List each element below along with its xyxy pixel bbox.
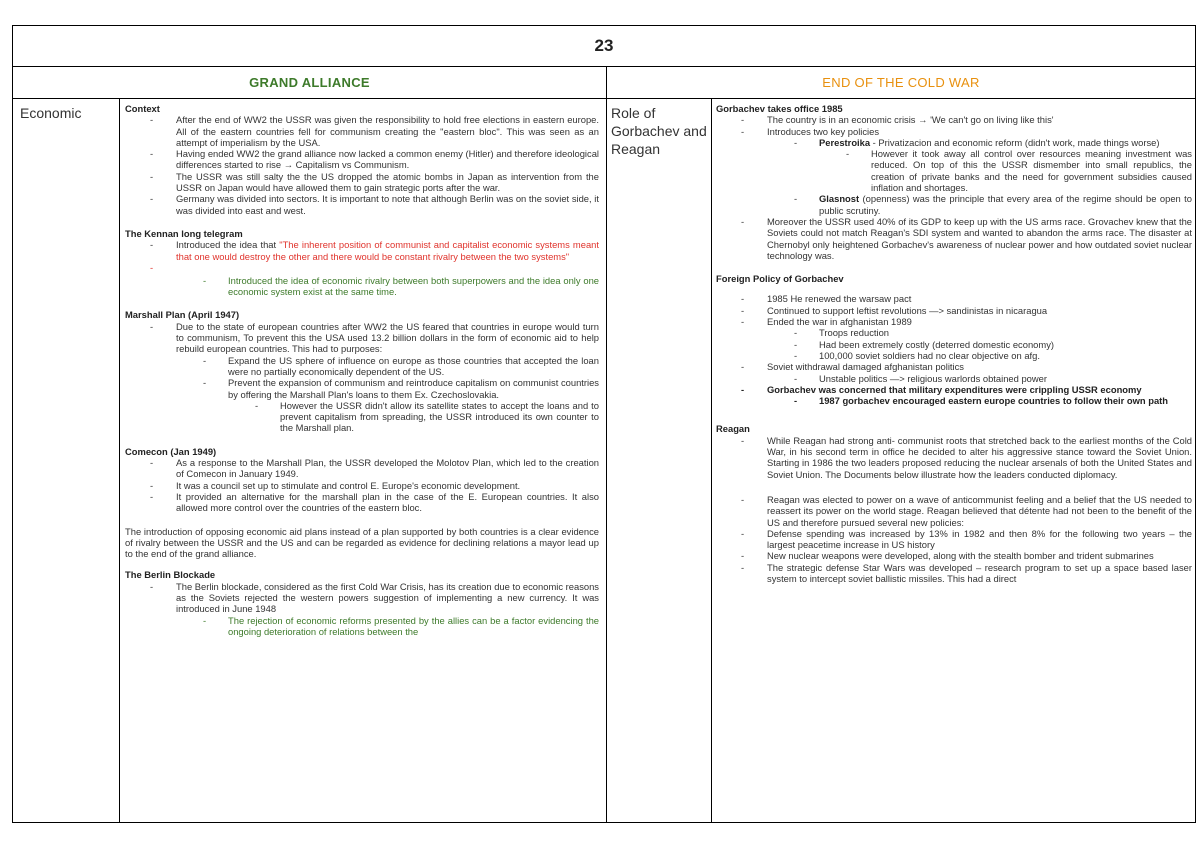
list-item: - Moreover the USSR used 40% of its GDP to keep up with the US arms race. Grovachev knew that the Soviets could not match Reagan's SDI system and wanted to abandon the arms race. The disaster at Chernobyl only heightened Gorbachev's awareness of nuclear power and how outdated soviet nuclear technology was. xyxy=(716,216,1192,261)
header-row xyxy=(13,66,1195,99)
glasnost-term: Glasnost xyxy=(819,193,860,205)
list-item: - 1987 gorbachev encouraged eastern europe countries to follow their own path xyxy=(716,395,1192,406)
list-item: - However it took away all control over resources meaning investment was reduced. On top of this the USSR dismember into small republics, the creation of private banks and the need for government subsidies caused inflation and shortages. xyxy=(716,148,1192,193)
page-number: 23 xyxy=(13,26,1195,67)
divider-left-label xyxy=(119,98,120,823)
list-item: - 1985 He renewed the warsaw pact xyxy=(716,293,1192,304)
list-item: - Soviet withdrawal damaged afghanistan politics xyxy=(716,361,1192,372)
list-item: - The USSR was still salty the the US dropped the atomic bombs in Japan as intervention from the USSR on Japan would have allowed them to gain strategic ports after the war. xyxy=(125,171,599,194)
section-title: Foreign Policy of Gorbachev xyxy=(716,273,844,285)
list-item: - The Berlin blockade, considered as the first Cold War Crisis, has its creation due to economic reasons as the Soviets rejected the western powers suggestion of implementing a new currency. It was introduced in June 1948 xyxy=(125,581,599,615)
empty-list-item xyxy=(125,262,599,273)
section-title: Marshall Plan (April 1947) xyxy=(125,309,240,321)
section-title: Comecon (Jan 1949) xyxy=(125,445,217,457)
list-item: - Gorbachev was concerned that military expenditures were crippling USSR economy xyxy=(716,384,1192,395)
list-item: - After the end of WW2 the USSR was given the responsibility to hold free elections in eastern europe. All of the eastern countries fell for communism creating the "eastern bloc". This was seen as an attempt of imperialism by the USA. xyxy=(125,114,599,148)
foreign-policy-list xyxy=(716,293,1192,406)
summary-paragraph: The introduction of opposing economic aid plans instead of a plan supported by both countries is a clear evidence of rivalry between the USSR and the US and can be regarded as evidence for declining relations a mayor lead up to the end of the grand alliance. xyxy=(125,525,599,560)
section-title: Reagan xyxy=(716,423,750,435)
list-item: - Ended the war in afghanistan 1989 xyxy=(716,316,1192,327)
kennan-intro: Introduced the idea that xyxy=(176,239,280,251)
divider-center xyxy=(606,98,607,823)
notes-table xyxy=(12,25,1196,823)
section-title: The Berlin Blockade xyxy=(125,569,216,581)
list-item: - Introduces two key policies xyxy=(716,126,1192,137)
berlin-list xyxy=(125,581,599,637)
context-list xyxy=(125,114,599,216)
list-item: - Reagan was elected to power on a wave of anticommunist feeling and a belief that the US needed to reassert its power on the world stage. Reagan believed that détente had not been to the benefit of the US and therefore pursued several new policies: xyxy=(716,494,1192,528)
spacer xyxy=(716,284,1192,293)
list-item: - It was a council set up to stimulate and control E. Europe's economic development. xyxy=(125,480,599,491)
end-cold-war-notes xyxy=(716,101,1192,821)
section-title: Gorbachev takes office 1985 xyxy=(716,103,843,114)
list-item: - Defense spending was increased by 13% in 1982 and then 8% for the following two years – the largest peacetime increase in US history xyxy=(716,528,1192,551)
list-item: - Prevent the expansion of communism and reintroduce capitalism on communist countries by offering the Marshall Plan's loans to them Ex. Czechoslovakia. xyxy=(125,377,599,400)
glasnost-text: (openness) was the principle that every area of the regime should be open to public scrutiny. xyxy=(819,193,1192,216)
list-item: - The rejection of economic reforms presented by the allies can be a factor evidencing the ongoing deterioration of relations between the xyxy=(125,615,599,638)
perestroika-term: Perestroika xyxy=(819,136,871,148)
list-item xyxy=(716,137,1192,148)
comecon-list xyxy=(125,457,599,513)
list-item: - Continued to support leftist revolutions —> sandinistas in nicaragua xyxy=(716,305,1192,316)
header-grand-alliance: GRAND ALLIANCE xyxy=(13,66,607,98)
list-item: - Due to the state of european countries after WW2 the US feared that countries in europe would turn to communism, To prevent this the USA used 13.2 billion dollars in the form of economic aid to help rebuild european countries. This had to purposes: xyxy=(125,321,599,355)
kennan-list xyxy=(125,239,599,297)
list-item: - Had been extremely costly (deterred domestic economy) xyxy=(716,339,1192,350)
list-item xyxy=(125,239,599,262)
section-title: Context xyxy=(125,103,160,114)
row-label-economic: Economic xyxy=(20,105,82,121)
list-item xyxy=(716,193,1192,216)
list-item: - However the USSR didn't allow its satellite states to accept the loans and to prevent capitalism from spreading, the USSR introduced its own counter to the Marshall plan. xyxy=(125,400,599,434)
list-item: - New nuclear weapons were developed, along with the stealth bomber and trident submarines xyxy=(716,550,1192,561)
kennan-quote: "The inherent position of communist and capitalist economic systems meant that one would destroy the other and there would be constant rivalry between the two systems" xyxy=(176,239,599,262)
reagan-list xyxy=(716,435,1192,585)
list-item: - Introduced the idea of economic rivalry between both superpowers and the idea only one economic system exist at the same time. xyxy=(125,275,599,298)
header-end-of-cold-war: END OF THE COLD WAR xyxy=(822,74,980,90)
content-row xyxy=(13,98,1195,823)
list-item: - 100,000 soviet soldiers had no clear objective on afg. xyxy=(716,350,1192,361)
list-item: - Germany was divided into sectors. It is important to note that although Berlin was on the soviet side, it was divided into east and west. xyxy=(125,193,599,216)
list-item: - Unstable politics —> religious warlords obtained power xyxy=(716,373,1192,384)
list-item: - It provided an alternative for the marshall plan in the case of the E. European countries. It also allowed more control over the countries of the eastern bloc. xyxy=(125,491,599,514)
list-item: - The strategic defense Star Wars was developed – research program to set up a space based laser system to intercept soviet ballistic missiles. This had a direct xyxy=(716,562,1192,585)
row-label-role: Role of Gorbachev and Reagan xyxy=(611,105,707,157)
section-title: The Kennan long telegram xyxy=(125,227,243,239)
divider-right-label xyxy=(711,98,712,823)
list-item: - Expand the US sphere of influence on europe as those countries that accepted the loan were no partially economically dependent of the US. xyxy=(125,355,599,378)
list-item: - Troops reduction xyxy=(716,327,1192,338)
list-item: - The country is in an economic crisis → 'We can't go on living like this' xyxy=(716,114,1192,125)
perestroika-text: - Privatizacion and economic reform (didn't work, made things worse) xyxy=(870,136,1160,148)
list-item: - As a response to the Marshall Plan, the USSR developed the Molotov Plan, which led to the creation of Comecon in January 1949. xyxy=(125,457,599,480)
gorbachev-office-list xyxy=(716,114,1192,261)
list-item: - Having ended WW2 the grand alliance now lacked a common enemy (Hitler) and therefore ideological differences started to rise → Capitalism vs Communism. xyxy=(125,148,599,171)
grand-alliance-notes xyxy=(125,101,599,821)
marshall-list xyxy=(125,321,599,434)
list-item: - While Reagan had strong anti- communist roots that stretched back to the earliest months of the Cold War, in his second term in office he decided to alter his aggressive stance toward the Soviet Union. Starting in 1986 the two leaders proposed reducing the nuclear arsenals of both the United States and Soviet Union. The Documents below illustrate how the leaders conducted diplomacy. xyxy=(716,435,1192,480)
